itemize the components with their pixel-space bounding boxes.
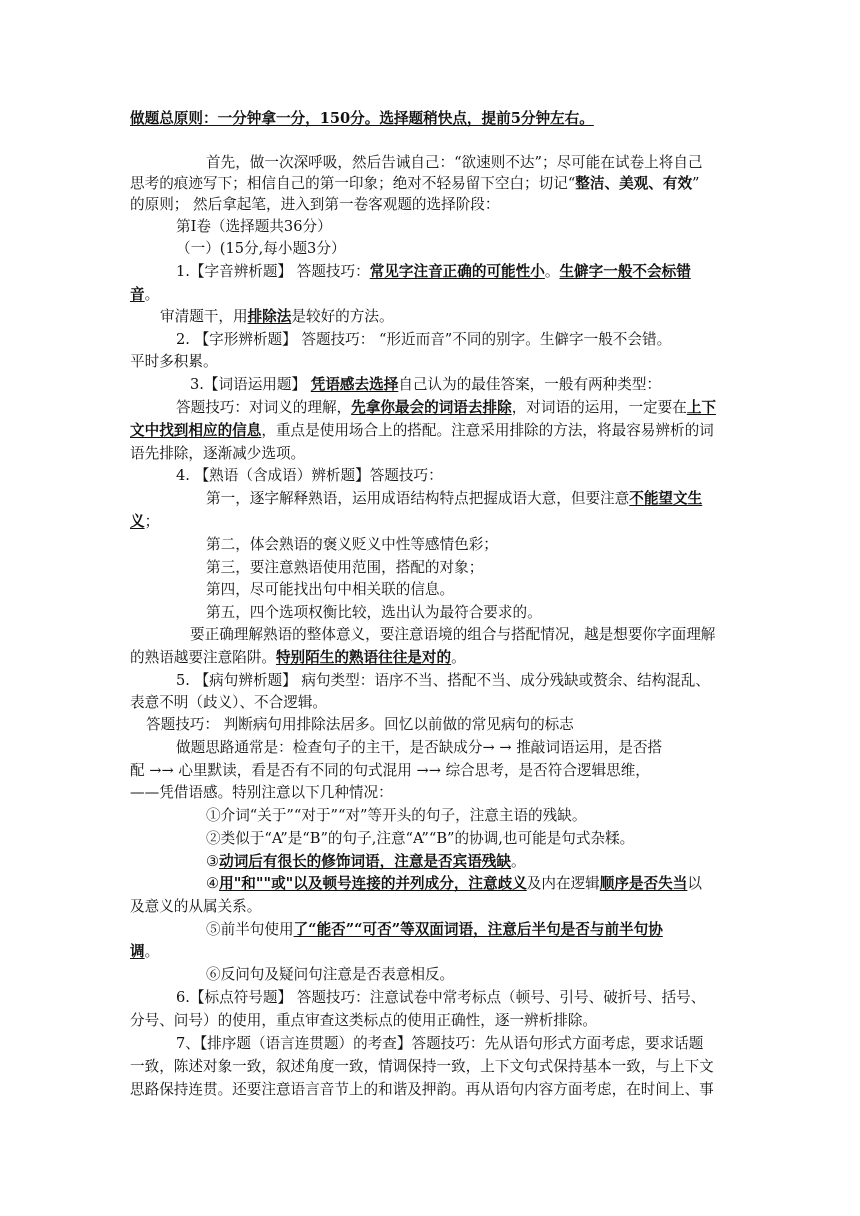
section-5-item-5-cont	[130, 941, 159, 962]
section-text: ，对词语的运用，一定要在	[511, 399, 687, 416]
section-5-item-3	[206, 851, 526, 872]
section-emphasis: 音	[130, 286, 145, 303]
section-text: 答题技巧：对词义的理解，	[176, 399, 352, 416]
section-5-item-6: ⑥反问句及疑问句注意是否表意相反。	[206, 966, 455, 983]
section-3-line-2	[176, 397, 716, 418]
section-text: 审清题干，用	[160, 308, 248, 325]
section-emphasis: 特别陌生的熟语往往是对的	[275, 649, 452, 666]
item-number: ④	[206, 875, 220, 892]
item-number: ③	[206, 853, 220, 870]
section-7-line-3: 思路保持连贯。还要注意语言音节上的和谐及押韵。再从语句内容方面考虑，在时间上、事	[130, 1081, 714, 1098]
section-5-item-4	[206, 873, 702, 894]
section-5-item-5	[206, 919, 663, 940]
section-4-line-6: 第四，尽可能找出句中相关联的信息。	[206, 581, 455, 598]
section-text: 及内在逻辑	[526, 875, 600, 892]
section-text: 。	[510, 853, 526, 870]
section-text: ⑤前半句使用	[206, 921, 294, 938]
section-emphasis: 常见字注音正确的可能性小	[369, 263, 545, 280]
section-4-line-2	[206, 488, 702, 509]
section-4-line-4: 第二，体会熟语的褒义贬义中性等感情色彩；	[206, 536, 498, 553]
section-text: 。	[144, 286, 160, 303]
section-4-line-3	[130, 511, 159, 532]
section-5-line-5: 配 →→ 心里默读，看是否有不同的句式混用 →→ 综合思考，是否符合逻辑思维，	[130, 762, 650, 779]
section-3-line-4: 语先排除，逐渐减少选项。	[130, 445, 306, 462]
section-emphasis: 凭语感去选择	[310, 376, 399, 393]
intro-line-1: 首先，做一次深呼吸，然后告诫自己：“欲速则不达”；尽可能在试卷上将自己	[206, 154, 703, 171]
intro-text: 思考的痕迹写下；相信自己的第一印象；绝对不轻易留下空白；切记“	[130, 175, 576, 192]
section-text: 。	[451, 649, 466, 666]
section-2-line-1: 2. 【字形辨析题】 答题技巧： “形近而音”不同的别字。生僻字一般不会错。	[176, 331, 672, 348]
section-emphasis: 上下	[686, 399, 717, 416]
section-4-line-5: 第三，要注意熟语使用范围，搭配的对象；	[206, 559, 484, 576]
principle-heading: 做题总原则：一分钟拿一分，150分。选择题稍快点，提前5分钟左右。	[130, 110, 594, 127]
section-3-line-1	[190, 374, 661, 395]
section-5-item-4-cont: 及意义的从属关系。	[130, 898, 262, 915]
section-5-line-3: 答题技巧： 判断病句用排除法居多。回忆以前做的常见病句的标志	[146, 716, 574, 733]
intro-text: ”	[692, 175, 700, 192]
volume-title: 第Ⅰ卷（选择题共36分）	[176, 218, 332, 235]
section-text: 自己认为的最佳答案，一般有两种类型：	[398, 376, 662, 393]
section-emphasis: 排除法	[247, 308, 292, 325]
section-1-line-2	[130, 284, 159, 305]
section-6-line-2: 分号、问号）的使用，重点审查这类标点的使用正确性，逐一辨析排除。	[130, 1012, 598, 1029]
section-4-line-9	[130, 647, 466, 668]
section-emphasis: 调	[130, 943, 145, 960]
section-5-line-6: ——凭借语感。特别注意以下几种情况：	[130, 784, 393, 801]
intro-emphasis: 整洁、美观、有效	[575, 175, 693, 192]
section-7-line-1: 7、【排序题（语言连贯题）的考查】答题技巧：先从语句形式方面考虑，要求话题	[176, 1035, 704, 1052]
section-text: 。	[544, 263, 560, 280]
section-emphasis: 义	[130, 513, 145, 530]
section-emphasis: 先拿你最会的词语去排除	[351, 399, 512, 416]
section-emphasis: 用"和""或"以及顿号连接的并列成分，注意歧义	[219, 875, 527, 892]
section-emphasis: 不能望文生	[629, 490, 703, 507]
section-emphasis: 了“能否”“可否”等双面词语，注意后半句是否与前半句协	[293, 921, 663, 938]
section-3-line-3	[130, 420, 714, 441]
section-5-item-1: ①介词“关于”“对于”“对”等开头的句子，注意主语的残缺。	[206, 807, 587, 824]
section-emphasis: 文中找到相应的信息	[130, 422, 262, 439]
section-text: ；	[144, 513, 160, 530]
intro-line-3: 的原则； 然后拿起笔，进入到第一卷客观题的选择阶段：	[130, 196, 500, 213]
section-4-line-7: 第五，四个选项权衡比较，选出认为最符合要求的。	[206, 604, 542, 621]
section-text: 3.【词语运用题】	[190, 376, 311, 393]
section-5-line-1: 5. 【病句辨析题】 病句类型：语序不当、搭配不当、成分残缺或赘余、结构混乱、	[176, 672, 710, 689]
section-5-line-4: 做题思路通常是：检查句子的主干，是否缺成分→ → 推敲词语运用，是否搭	[176, 739, 663, 756]
section-7-line-2: 一致，陈述对象一致，叙述角度一致，情调保持一致，上下文句式保持基本一致，与上下文	[130, 1058, 714, 1075]
section-text: 。	[144, 943, 160, 960]
section-text: 1.【字音辨析题】 答题技巧：	[176, 263, 370, 280]
section-5-item-2: ②类似于“A”是“B”的句子,注意“A”“B”的协调,也可能是句式杂糅。	[206, 830, 635, 847]
section-2-line-2: 平时多积累。	[130, 353, 218, 370]
section-text: 的熟语越要注意陷阱。	[130, 649, 276, 666]
section-text: ，重点是使用场合上的搭配。注意采用排除的方法，将最容易辨析的词	[261, 422, 714, 439]
section-6-line-1: 6.【标点符号题】 答题技巧：注意试卷中常考标点（顿号、引号、破折号、括号、	[176, 989, 706, 1006]
section-emphasis: 顺序是否失当	[599, 875, 688, 892]
subsection-title: （一）(15分,每小题3分）	[176, 240, 346, 257]
section-4-line-1: 4. 【熟语（含成语）辨析题】答题技巧：	[176, 467, 443, 484]
section-text: 第一，逐字解释熟语，运用成语结构特点把握成语大意，但要注意	[206, 490, 630, 507]
section-emphasis: 生僻字一般不会标错	[559, 263, 691, 280]
section-4-line-8: 要正确理解熟语的整体意义，要注意语境的组合与搭配情况，越是想要你字面理解	[190, 626, 716, 643]
section-1-line-3	[160, 306, 394, 327]
section-5-line-2: 表意不明（歧义）、不合逻辑。	[130, 694, 328, 711]
section-1-line-1	[176, 261, 691, 282]
intro-line-2	[130, 173, 700, 194]
section-emphasis: 动词后有很长的修饰词语，注意是否宾语残缺	[219, 853, 511, 870]
section-text: 是较好的方法。	[291, 308, 394, 325]
section-text: 以	[687, 875, 702, 892]
